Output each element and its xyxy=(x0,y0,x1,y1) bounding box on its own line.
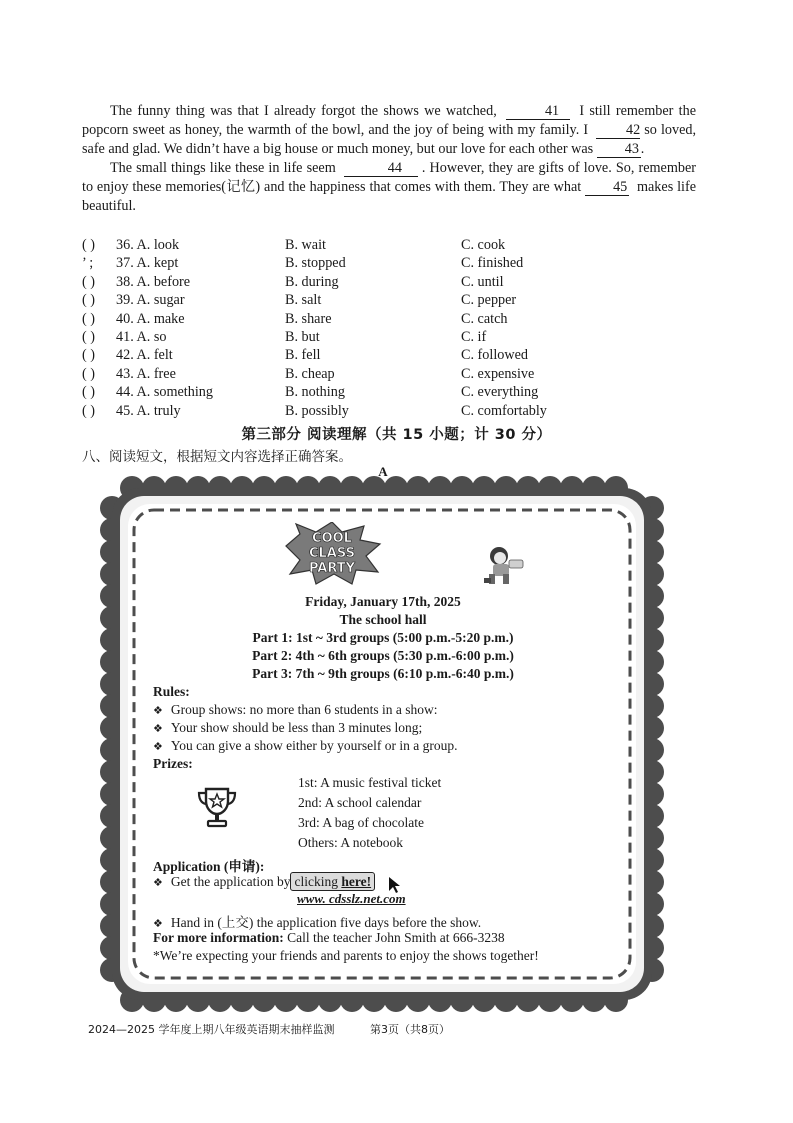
bullet-diamond-icon: ❖ xyxy=(153,722,163,735)
bullet-diamond-icon: ❖ xyxy=(153,876,163,889)
option-c: C. followed xyxy=(461,347,528,364)
hand-in-line: ❖ Hand in (上交) the application five days before the show. xyxy=(153,915,482,930)
option-a: 42. A. felt xyxy=(116,347,173,364)
page-number: 第3页（共8页） xyxy=(369,1023,450,1036)
question-row xyxy=(82,384,702,402)
option-a: 38. A. before xyxy=(116,273,191,290)
passage-text: so loved, safe and glad. We didn’t have a big house or much money, but our love for each other was xyxy=(82,122,697,157)
passage-letter: A xyxy=(378,464,388,479)
passage-paragraph-1 xyxy=(82,102,696,159)
trophy-icon xyxy=(196,785,238,831)
section-title: 第三部分 阅读理解（共 15 小题；计 30 分） xyxy=(241,427,552,443)
answer-paren: ( ) xyxy=(82,365,95,382)
rule-item: ❖ You can give a show either by yourself or in a group. xyxy=(153,738,458,753)
question-row xyxy=(82,329,702,347)
logo-word-1: COOL xyxy=(312,531,352,546)
cartoon-kid-icon xyxy=(483,544,531,588)
choice-list xyxy=(82,237,702,421)
option-b: B. share xyxy=(285,310,332,327)
option-b: B. during xyxy=(285,273,339,290)
answer-paren: ( ) xyxy=(82,347,95,364)
passage-text: I still remember the popcorn sweet as honey, the warmth of the bowl, and the joy of being with my family. I xyxy=(82,103,696,138)
answer-paren: ’ ; xyxy=(82,255,94,272)
option-a: 41. A. so xyxy=(116,328,167,345)
question-row xyxy=(82,274,702,292)
option-b: B. salt xyxy=(285,292,322,309)
option-b: B. but xyxy=(285,328,320,345)
prize-others: Others: A notebook xyxy=(298,835,403,850)
passage-text: . However, they are gifts of love. So, remember to enjoy these memories(记忆) and the happiness that comes with them. They are what xyxy=(82,160,696,195)
question-row xyxy=(82,403,702,421)
poster-part-2: Part 2: 4th ~ 6th groups (5:30 p.m.-6:00 p.m.) xyxy=(252,648,514,663)
question-row xyxy=(82,292,702,310)
prize-third: 3rd: A bag of chocolate xyxy=(298,815,424,830)
blank-41: 41 xyxy=(506,104,570,120)
option-a: 43. A. free xyxy=(116,365,176,382)
option-b: B. nothing xyxy=(285,384,345,401)
reading-instruction: 八、阅读短文，根据短文内容选择正确答案。 xyxy=(82,449,352,465)
option-b: B. possibly xyxy=(285,402,349,419)
option-c: C. expensive xyxy=(461,365,535,382)
prize-first: 1st: A music festival ticket xyxy=(298,775,442,790)
prize-second: 2nd: A school calendar xyxy=(298,795,422,810)
option-b: B. cheap xyxy=(285,365,335,382)
option-b: B. stopped xyxy=(285,255,346,272)
passage-text: . xyxy=(640,141,645,157)
blank-45: 45 xyxy=(585,180,629,196)
get-application-line: ❖ Get the application by clicking here! xyxy=(153,872,375,891)
bullet-diamond-icon: ❖ xyxy=(153,740,163,753)
party-logo xyxy=(282,522,382,586)
option-c: C. until xyxy=(461,273,504,290)
poster-part-3: Part 3: 7th ~ 9th groups (6:10 p.m.-6:40 p.m.) xyxy=(252,666,514,681)
poster-part-1: Part 1: 1st ~ 3rd groups (5:00 p.m.-5:20 p.m.) xyxy=(252,630,514,645)
expecting-line: *We’re expecting your friends and parents to enjoy the shows together! xyxy=(153,948,539,963)
blank-42: 42 xyxy=(596,123,640,139)
answer-paren: ( ) xyxy=(82,384,95,401)
question-row xyxy=(82,255,702,273)
option-a: 36. A. look xyxy=(116,237,180,253)
option-b: B. wait xyxy=(285,237,326,253)
option-b: B. fell xyxy=(285,347,321,364)
bullet-diamond-icon: ❖ xyxy=(153,704,163,717)
rule-item: ❖ Your show should be less than 3 minutes long; xyxy=(153,720,423,735)
option-c: C. cook xyxy=(461,237,506,253)
page-footer xyxy=(88,1021,450,1037)
logo-word-3: PARTY xyxy=(308,561,356,576)
bullet-diamond-icon: ❖ xyxy=(153,917,163,930)
option-a: 37. A. kept xyxy=(116,255,179,272)
option-a: 40. A. make xyxy=(116,310,185,327)
exam-title: 2024—2025 学年度上期八年级英语期末抽样监测 xyxy=(88,1023,335,1036)
rules-label: Rules: xyxy=(153,684,190,699)
answer-paren: ( ) xyxy=(82,292,95,309)
answer-paren: ( ) xyxy=(82,237,95,253)
cloze-passage xyxy=(82,102,696,216)
logo-word-2: CLASS xyxy=(308,546,356,561)
answer-paren: ( ) xyxy=(82,328,95,345)
option-c: C. finished xyxy=(461,255,524,272)
passage-text: The funny thing was that I already forgot the shows we watched, xyxy=(110,103,497,119)
answer-paren: ( ) xyxy=(82,273,95,290)
option-c: C. everything xyxy=(461,384,539,401)
option-c: C. if xyxy=(461,328,487,345)
question-row xyxy=(82,311,702,329)
more-info-line: For more information: Call the teacher John Smith at 666-3238 xyxy=(153,930,505,945)
website-link[interactable]: www. cdsslz.net.com xyxy=(297,891,406,906)
option-c: C. comfortably xyxy=(461,402,547,419)
option-a: 45. A. truly xyxy=(116,402,181,419)
passage-paragraph-2 xyxy=(82,159,696,216)
option-c: C. catch xyxy=(461,310,508,327)
answer-paren: ( ) xyxy=(82,310,95,327)
option-a: 44. A. something xyxy=(116,384,213,401)
question-row xyxy=(82,237,702,255)
poster-date: Friday, January 17th, 2025 xyxy=(305,594,461,609)
passage-text: makes life beautiful. xyxy=(82,179,697,214)
question-row xyxy=(82,347,702,365)
blank-43: 43 xyxy=(597,142,641,158)
application-label: Application (申请): xyxy=(153,859,265,874)
option-c: C. pepper xyxy=(461,292,517,309)
poster-place: The school hall xyxy=(339,612,427,627)
click-here-button[interactable]: clicking here! xyxy=(290,872,375,891)
rule-item: ❖ Group shows: no more than 6 students in a show: xyxy=(153,702,438,717)
passage-text: The small things like these in life seem xyxy=(110,160,336,176)
blank-44: 44 xyxy=(344,161,418,177)
option-a: 39. A. sugar xyxy=(116,292,185,309)
prizes-label: Prizes: xyxy=(153,756,193,771)
question-row xyxy=(82,366,702,384)
answer-paren: ( ) xyxy=(82,402,95,419)
